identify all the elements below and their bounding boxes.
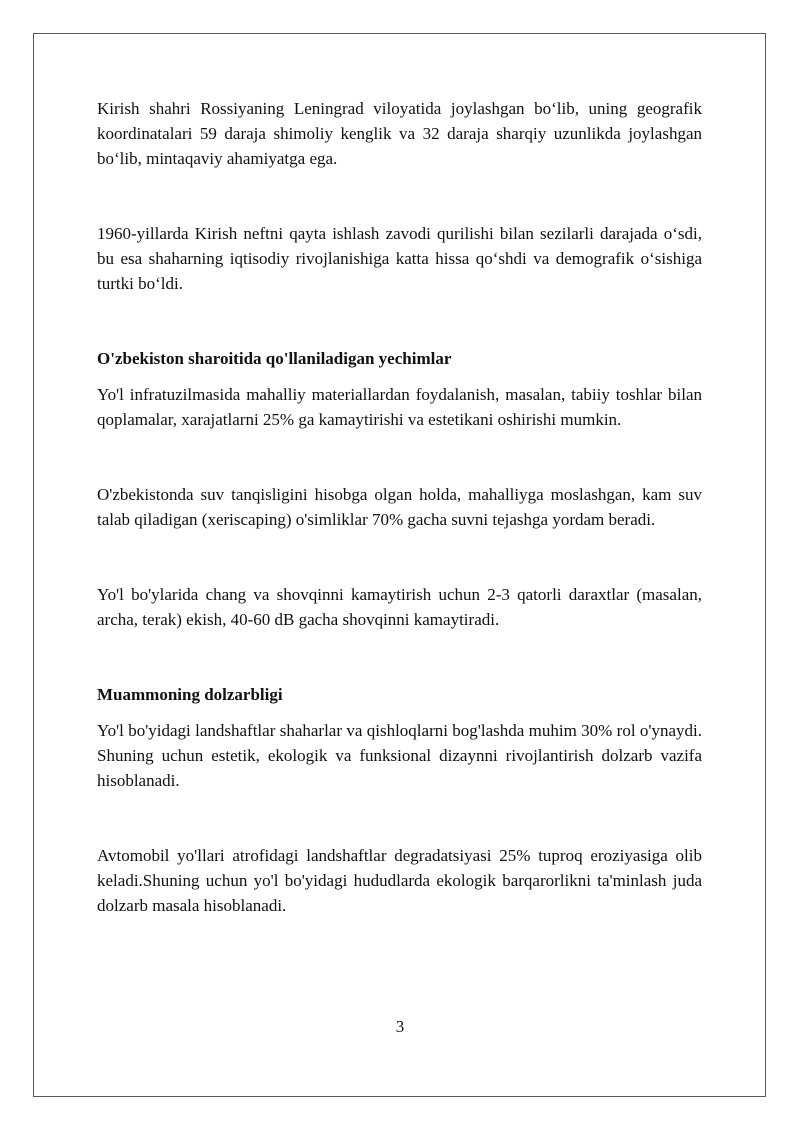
section-heading-relevance: Muammoning dolzarbligi	[97, 685, 283, 704]
document-body	[97, 96, 702, 918]
paragraph-degradation: Avtomobil yo'llari atrofidagi landshaftlar degradatsiyasi 25% tuproq eroziyasiga olib keladi.Shuning uchun yo'l bo'yidagi hududlarda ekologik barqarorlikni ta'minlash juda dolzarb masala hisoblanadi.	[97, 846, 702, 915]
paragraph-tree-rows: Yo'l bo'ylarida chang va shovqinni kamaytirish uchun 2-3 qatorli daraxtlar (masalan, archa, terak) ekish, 40-60 dB gacha shovqinni kamaytiradi.	[97, 585, 702, 629]
section-heading-solutions: O'zbekiston sharoitida qo'llaniladigan yechimlar	[97, 349, 452, 368]
page-number: 3	[395, 1017, 405, 1036]
paragraph-kirish-refinery: 1960-yillarda Kirish neftni qayta ishlash zavodi qurilishi bilan sezilarli darajada o‘sdi, bu esa shaharning iqtisodiy rivojlanishiga katta hissa qo‘shdi va demografik o‘sishiga turtki bo‘ldi.	[97, 224, 702, 293]
paragraph-kirish-location: Kirish shahri Rossiyaning Leningrad viloyatida joylashgan bo‘lib, uning geografik koordinatalari 59 daraja shimoliy kenglik va 32 daraja sharqiy uzunlikda joylashgan bo‘lib, mintaqaviy ahamiyatga ega.	[97, 99, 702, 168]
paragraph-xeriscaping: O'zbekistonda suv tanqisligini hisobga olgan holda, mahalliyga moslashgan, kam suv talab qiladigan (xeriscaping) o'simliklar 70% gacha suvni tejashga yordam beradi.	[97, 485, 702, 529]
paragraph-local-materials: Yo'l infratuzilmasida mahalliy materiallardan foydalanish, masalan, tabiiy toshlar bilan qoplamalar, xarajatlarni 25% ga kamaytirishi va estetikani oshirishi mumkin.	[97, 385, 702, 429]
paragraph-roadside-landscapes: Yo'l bo'yidagi landshaftlar shaharlar va qishloqlarni bog'lashda muhim 30% rol o'ynaydi. Shuning uchun estetik, ekologik va funksional dizaynni rivojlantirish dolzarb vazifa hisoblanadi.	[97, 721, 702, 790]
